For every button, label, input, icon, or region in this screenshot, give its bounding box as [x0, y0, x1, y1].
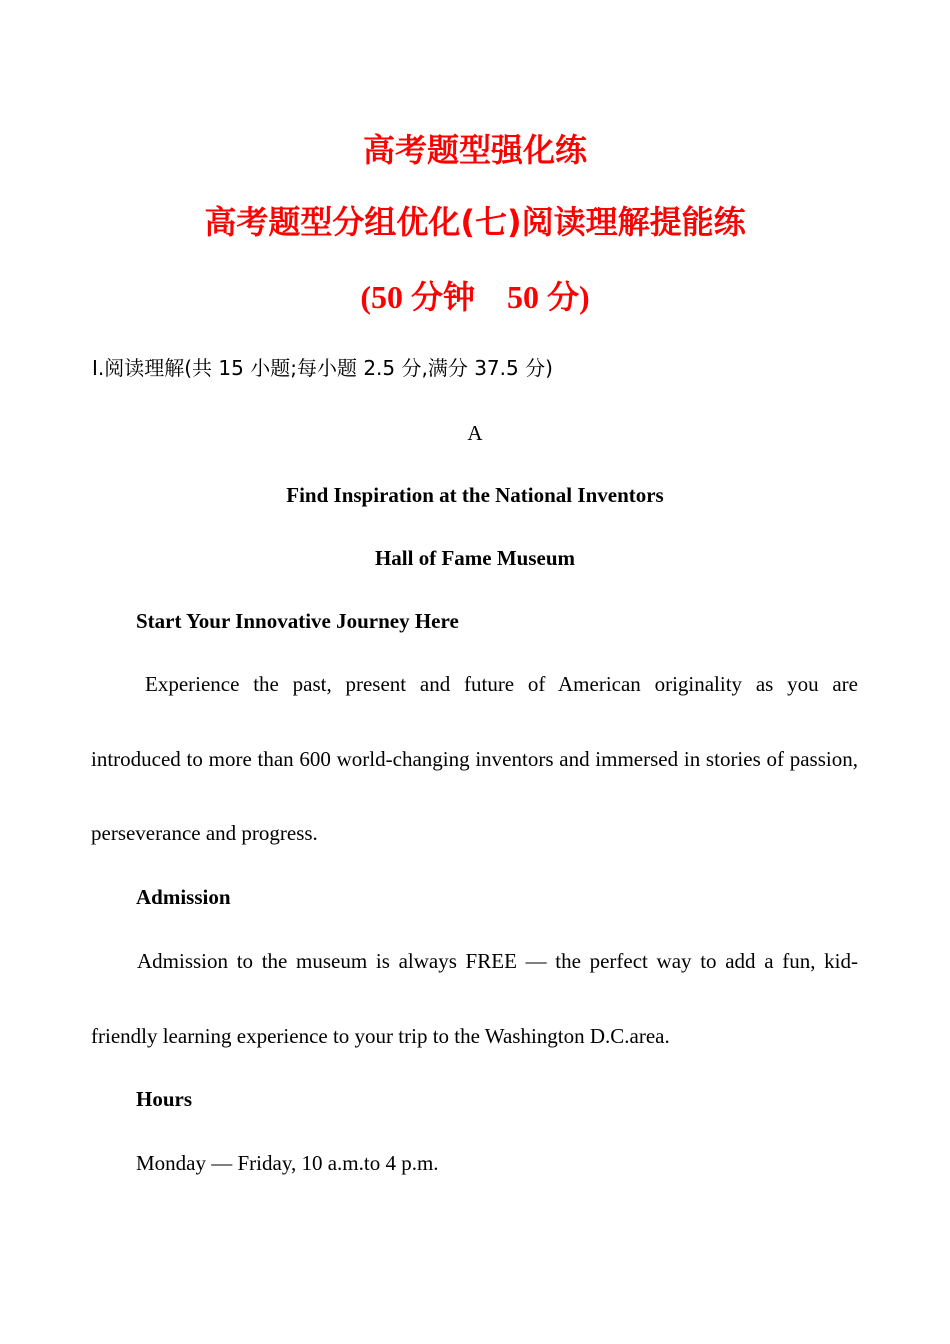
- admission-heading: Admission: [136, 885, 231, 909]
- section-heading: Ⅰ.阅读理解(共 15 小题;每小题 2.5 分,满分 37.5 分): [92, 356, 553, 380]
- passage-title-line-2: Hall of Fame Museum: [374, 546, 576, 570]
- exam-series-title: 高考题型强化练: [362, 131, 587, 169]
- hours-heading: Hours: [136, 1087, 193, 1111]
- hours-text: Monday — Friday, 10 a.m.to 4 p.m.: [136, 1151, 439, 1175]
- admission-paragraph: Admission to the museum is always FREE — the perfect way to add a fun, kid-friendly learning experience to your trip to the Washington D.C.area.: [91, 949, 858, 1048]
- time-score-title: (50 分钟 50 分): [360, 279, 590, 315]
- intro-paragraph: Experience the past, present and future of American originality as you are introduced to more than 600 world-changing inventors and immersed in stories of passion, perseverance and progress.: [91, 672, 858, 845]
- exam-set-title: 高考题型分组优化(七)阅读理解提能练: [204, 203, 746, 241]
- passage-title-line-1: Find Inspiration at the National Inventors: [286, 483, 664, 507]
- passage-letter: A: [467, 421, 483, 445]
- start-journey-heading: Start Your Innovative Journey Here: [136, 609, 459, 633]
